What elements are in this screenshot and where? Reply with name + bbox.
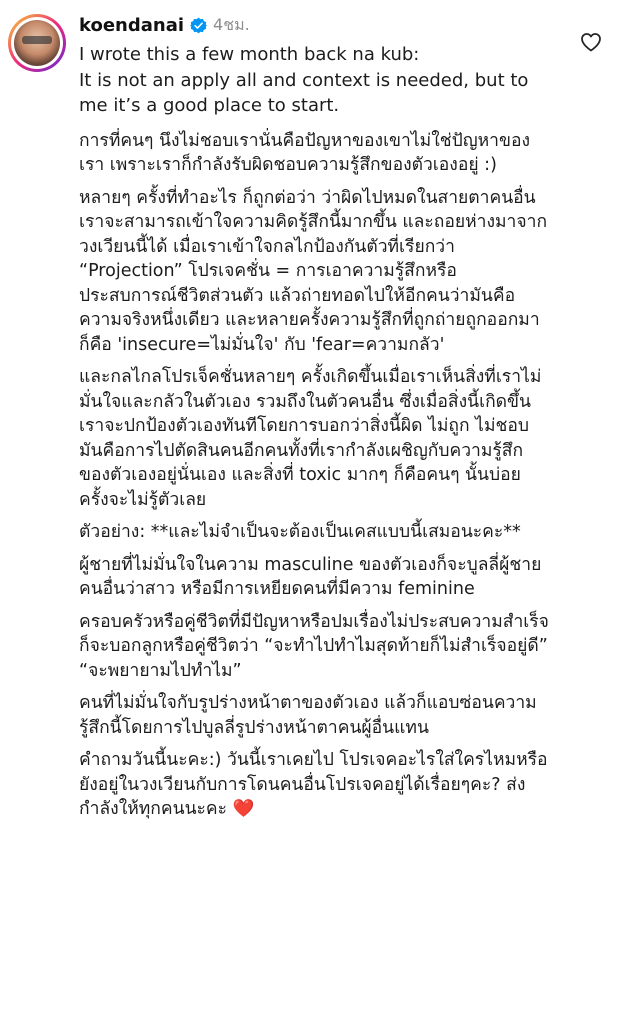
timestamp: 4ชม. bbox=[213, 14, 250, 34]
comment-paragraph: I wrote this a few month back na kub: It is not an apply all and context is needed, but to me it’s a good place to start. bbox=[79, 44, 529, 116]
comment-paragraph: คำถามวันนี้นะคะ:) วันนี้เราเคยไป โปรเจคอะไรใส่ใครไหมหรือยังอยู่ในวงเวียนกับการโดนคนอื่นโปรเจคอยู่ได้เรื่อยๆคะ? ส่งกำลังให้ทุกคนนะคะ ❤️ bbox=[79, 750, 548, 819]
comment-header bbox=[79, 12, 549, 38]
comment-paragraph: ตัวอย่าง: **และไม่จำเป็นจะต้องเป็นเคสแบบนี้เสมอนะคะ** bbox=[79, 522, 521, 542]
comment-paragraph: และกลไกลโปรเจ็คชั่นหลายๆ ครั้งเกิดขึ้นเมื่อเราเห็นสิ่งที่เราไม่มั่นใจและกลัวในตัวเอง รวมถึงในตัวคนอื่น ซึ่งเมื่อสิ่งนี้เกิดขึ้นเราจะปกป้องตัวเองทันทีโดยการบอกว่าสิ่งนี้ผิด ไม่ถูก ไม่ชอบ มันคือการไปตัดสินคนอีกคนทั้งที่เรากำลังเผชิญกับความรู้สึกของตัวเองอยู่นั่นเอง และสิ่งที่ toxic มากๆ ก็คือคนๆ นั้นบ่อยครั้งจะไม่รู้ตัวเลย bbox=[79, 367, 542, 510]
comment-paragraph: ครอบครัวหรือคู่ชีวิตที่มีปัญหาหรือปมเรื่องไม่ประสบความสำเร็จ ก็จะบอกลูกหรือคู่ชีวิตว่า “จะทำไปทำไมสุดท้ายก็ไม่สำเร็จอยู่ดี” “จะพยายามไปทำไม” bbox=[79, 611, 549, 681]
heart-outline-icon[interactable] bbox=[579, 30, 603, 54]
comment-body bbox=[79, 12, 549, 830]
comment-paragraph: คนที่ไม่มั่นใจกับรูปร่างหน้าตาของตัวเอง แล้วก็แอบซ่อนความรู้สึกนี้โดยการไปบูลลี่รูปร่างหน้าตาคนผู้อื่นแทน bbox=[79, 693, 537, 738]
verified-badge-icon bbox=[190, 17, 207, 34]
comment-paragraph: หลายๆ ครั้งที่ทำอะไร ก็ถูกต่อว่า ว่าผิดไปหมดในสายตาคนอื่น เราจะสามารถเข้าใจความคิดรู้สึกนี้มากขึ้น และถอยห่างมาจากวงเวียนนี้ได้ เมื่อเราเข้าใจกลไกป้องกันตัวที่เรียกว่า “Projection” โปรเจคชั่น = การเอาความรู้สึกหรือ ประสบการณ์ชีวิตส่วนตัว แล้วถ่ายทอดไปให้อีกคนว่ามันคือความจริงหนึ่งเดียว และหลายครั้งความรู้สึกที่ถูกถ่ายถูกออกมาก็คือ 'insecure=ไม่มั่นใจ' กับ 'fear=ความกลัว' bbox=[79, 187, 548, 355]
avatar-ring bbox=[11, 17, 63, 69]
avatar-image bbox=[14, 20, 60, 66]
comment-paragraph: ผู้ชายที่ไม่มั่นใจในความ masculine ของตัวเองก็จะบูลลี่ผู้ชายคนอื่นว่าสาว หรือมีการเหยียดคนที่มีความ feminine bbox=[79, 554, 542, 599]
username[interactable]: koendanai bbox=[79, 14, 185, 36]
comment-paragraph: การที่คนๆ นึงไม่ชอบเรานั่นคือปัญหาของเขาไม่ใช่ปัญหาของเรา เพราะเราก็กำลังรับผิดชอบความรู้สึกของตัวเองอยู่ :) bbox=[79, 130, 531, 175]
avatar[interactable] bbox=[8, 14, 66, 72]
